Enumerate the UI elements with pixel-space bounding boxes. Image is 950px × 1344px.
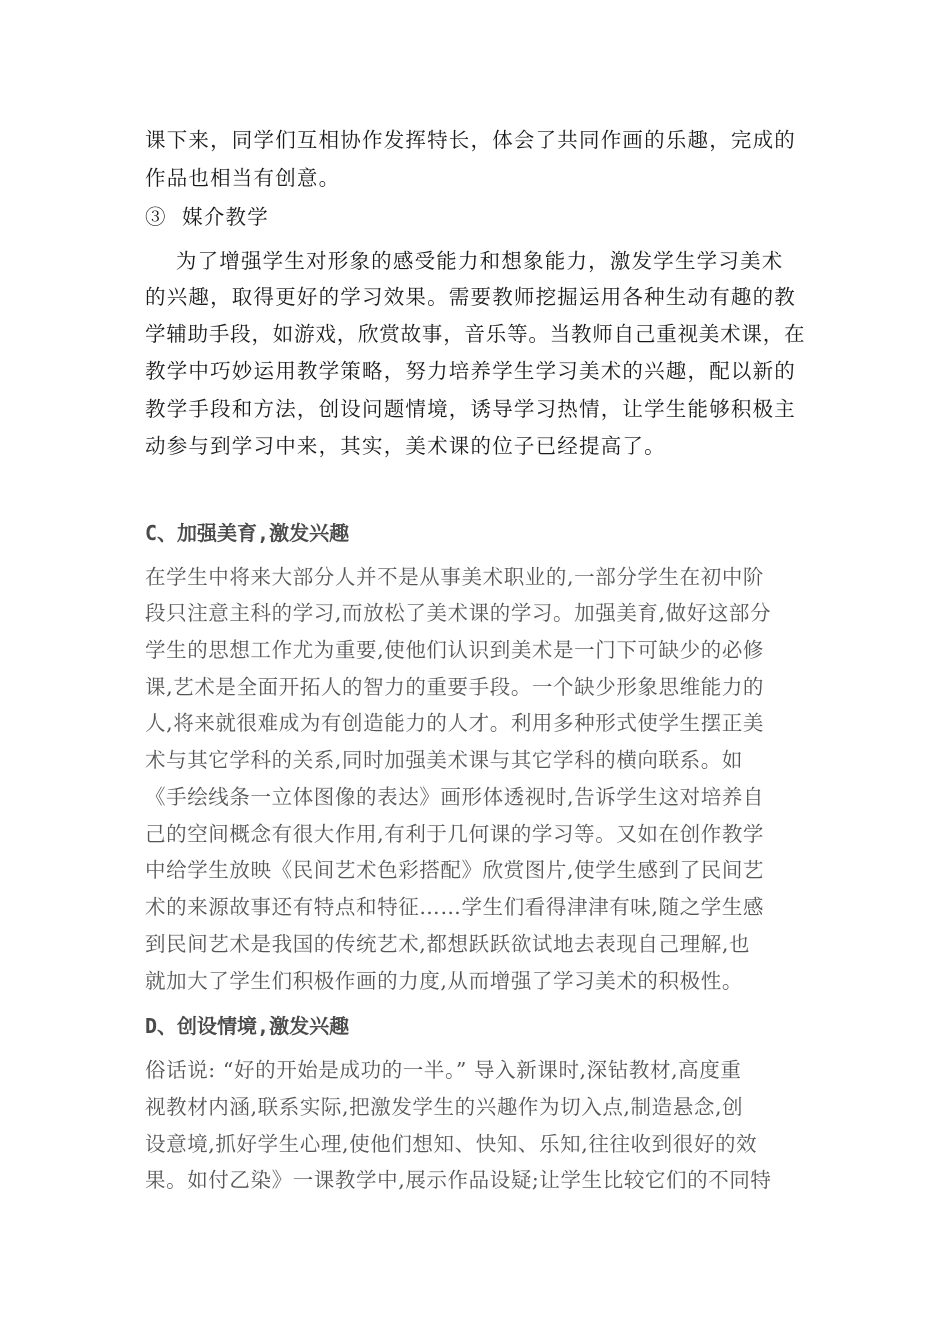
paragraph-line: 人,将来就很难成为有创造能力的人才。利用多种形式使学生摆正美 (145, 711, 765, 735)
paragraph-line: 在学生中将来大部分人并不是从事美术职业的,一部分学生在初中阶 (145, 565, 765, 589)
paragraph-line: 教学中巧妙运用教学策略，努力培养学生学习美术的兴趣，配以新的 (145, 359, 796, 383)
section-heading: ③ 媒介教学 (145, 205, 269, 229)
paragraph-line: 课,艺术是全面开拓人的智力的重要手段。一个缺少形象思维能力的 (145, 675, 765, 699)
paragraph-line: 学生的思想工作尤为重要,使他们认识到美术是一门下可缺少的必修 (145, 638, 765, 662)
paragraph-line: 段只注意主科的学习,而放松了美术课的学习。加强美育,做好这部分 (145, 601, 772, 625)
paragraph-line: 视教材内涵,联系实际,把激发学生的兴趣作为切入点,制造悬念,创 (145, 1095, 744, 1119)
paragraph-line: 己的空间概念有很大作用,有利于几何课的学习等。又如在创作教学 (145, 822, 765, 846)
paragraph-line: 课下来，同学们互相协作发挥特长，体会了共同作画的乐趣，完成的 (145, 128, 796, 152)
section-heading: D、创设情境,激发兴趣 (145, 1014, 350, 1038)
paragraph-line: 动参与到学习中来，其实，美术课的位子已经提高了。 (145, 434, 666, 458)
paragraph-line: 作品也相当有创意。 (145, 166, 341, 190)
paragraph-line: 《手绘线条一立体图像的表达》画形体透视时,告诉学生这对培养自 (145, 785, 765, 809)
paragraph-line: 的兴趣，取得更好的学习效果。需要教师挖掘运用各种生动有趣的教 (145, 285, 796, 309)
paragraph-line: 俗话说: “好的开始是成功的一半。” 导入新课时,深钻教材,高度重 (145, 1058, 742, 1082)
paragraph-line: 教学手段和方法，创设问题情境，诱导学习热情，让学生能够积极主 (145, 397, 796, 421)
paragraph-line: 设意境,抓好学生心理,使他们想知、快知、乐知,往往收到很好的效 (145, 1132, 758, 1156)
paragraph-line: 术的来源故事还有特点和特征……学生们看得津津有味,随之学生感 (145, 895, 765, 919)
paragraph-line: 为了增强学生对形象的感受能力和想象能力，激发学生学习美术 (145, 249, 784, 273)
paragraph-line: 到民间艺术是我国的传统艺术,都想跃跃欲试地去表现自己理解,也 (145, 932, 751, 956)
paragraph-line: 果。如付乙染》一课教学中,展示作品设疑;让学生比较它们的不同特 (145, 1168, 772, 1192)
paragraph-line: 就加大了学生们积极作画的力度,从而增强了学习美术的积极性。 (145, 969, 743, 993)
section-heading: C、加强美育,激发兴趣 (145, 521, 350, 545)
paragraph-line: 学辅助手段，如游戏，欣赏故事，音乐等。当教师自己重视美术课，在 (145, 322, 806, 346)
paragraph-line: 术与其它学科的关系,同时加强美术课与其它学科的横向联系。如 (145, 748, 743, 772)
paragraph-line: 中给学生放映《民间艺术色彩搭配》欣赏图片,使学生感到了民间艺 (145, 858, 765, 882)
